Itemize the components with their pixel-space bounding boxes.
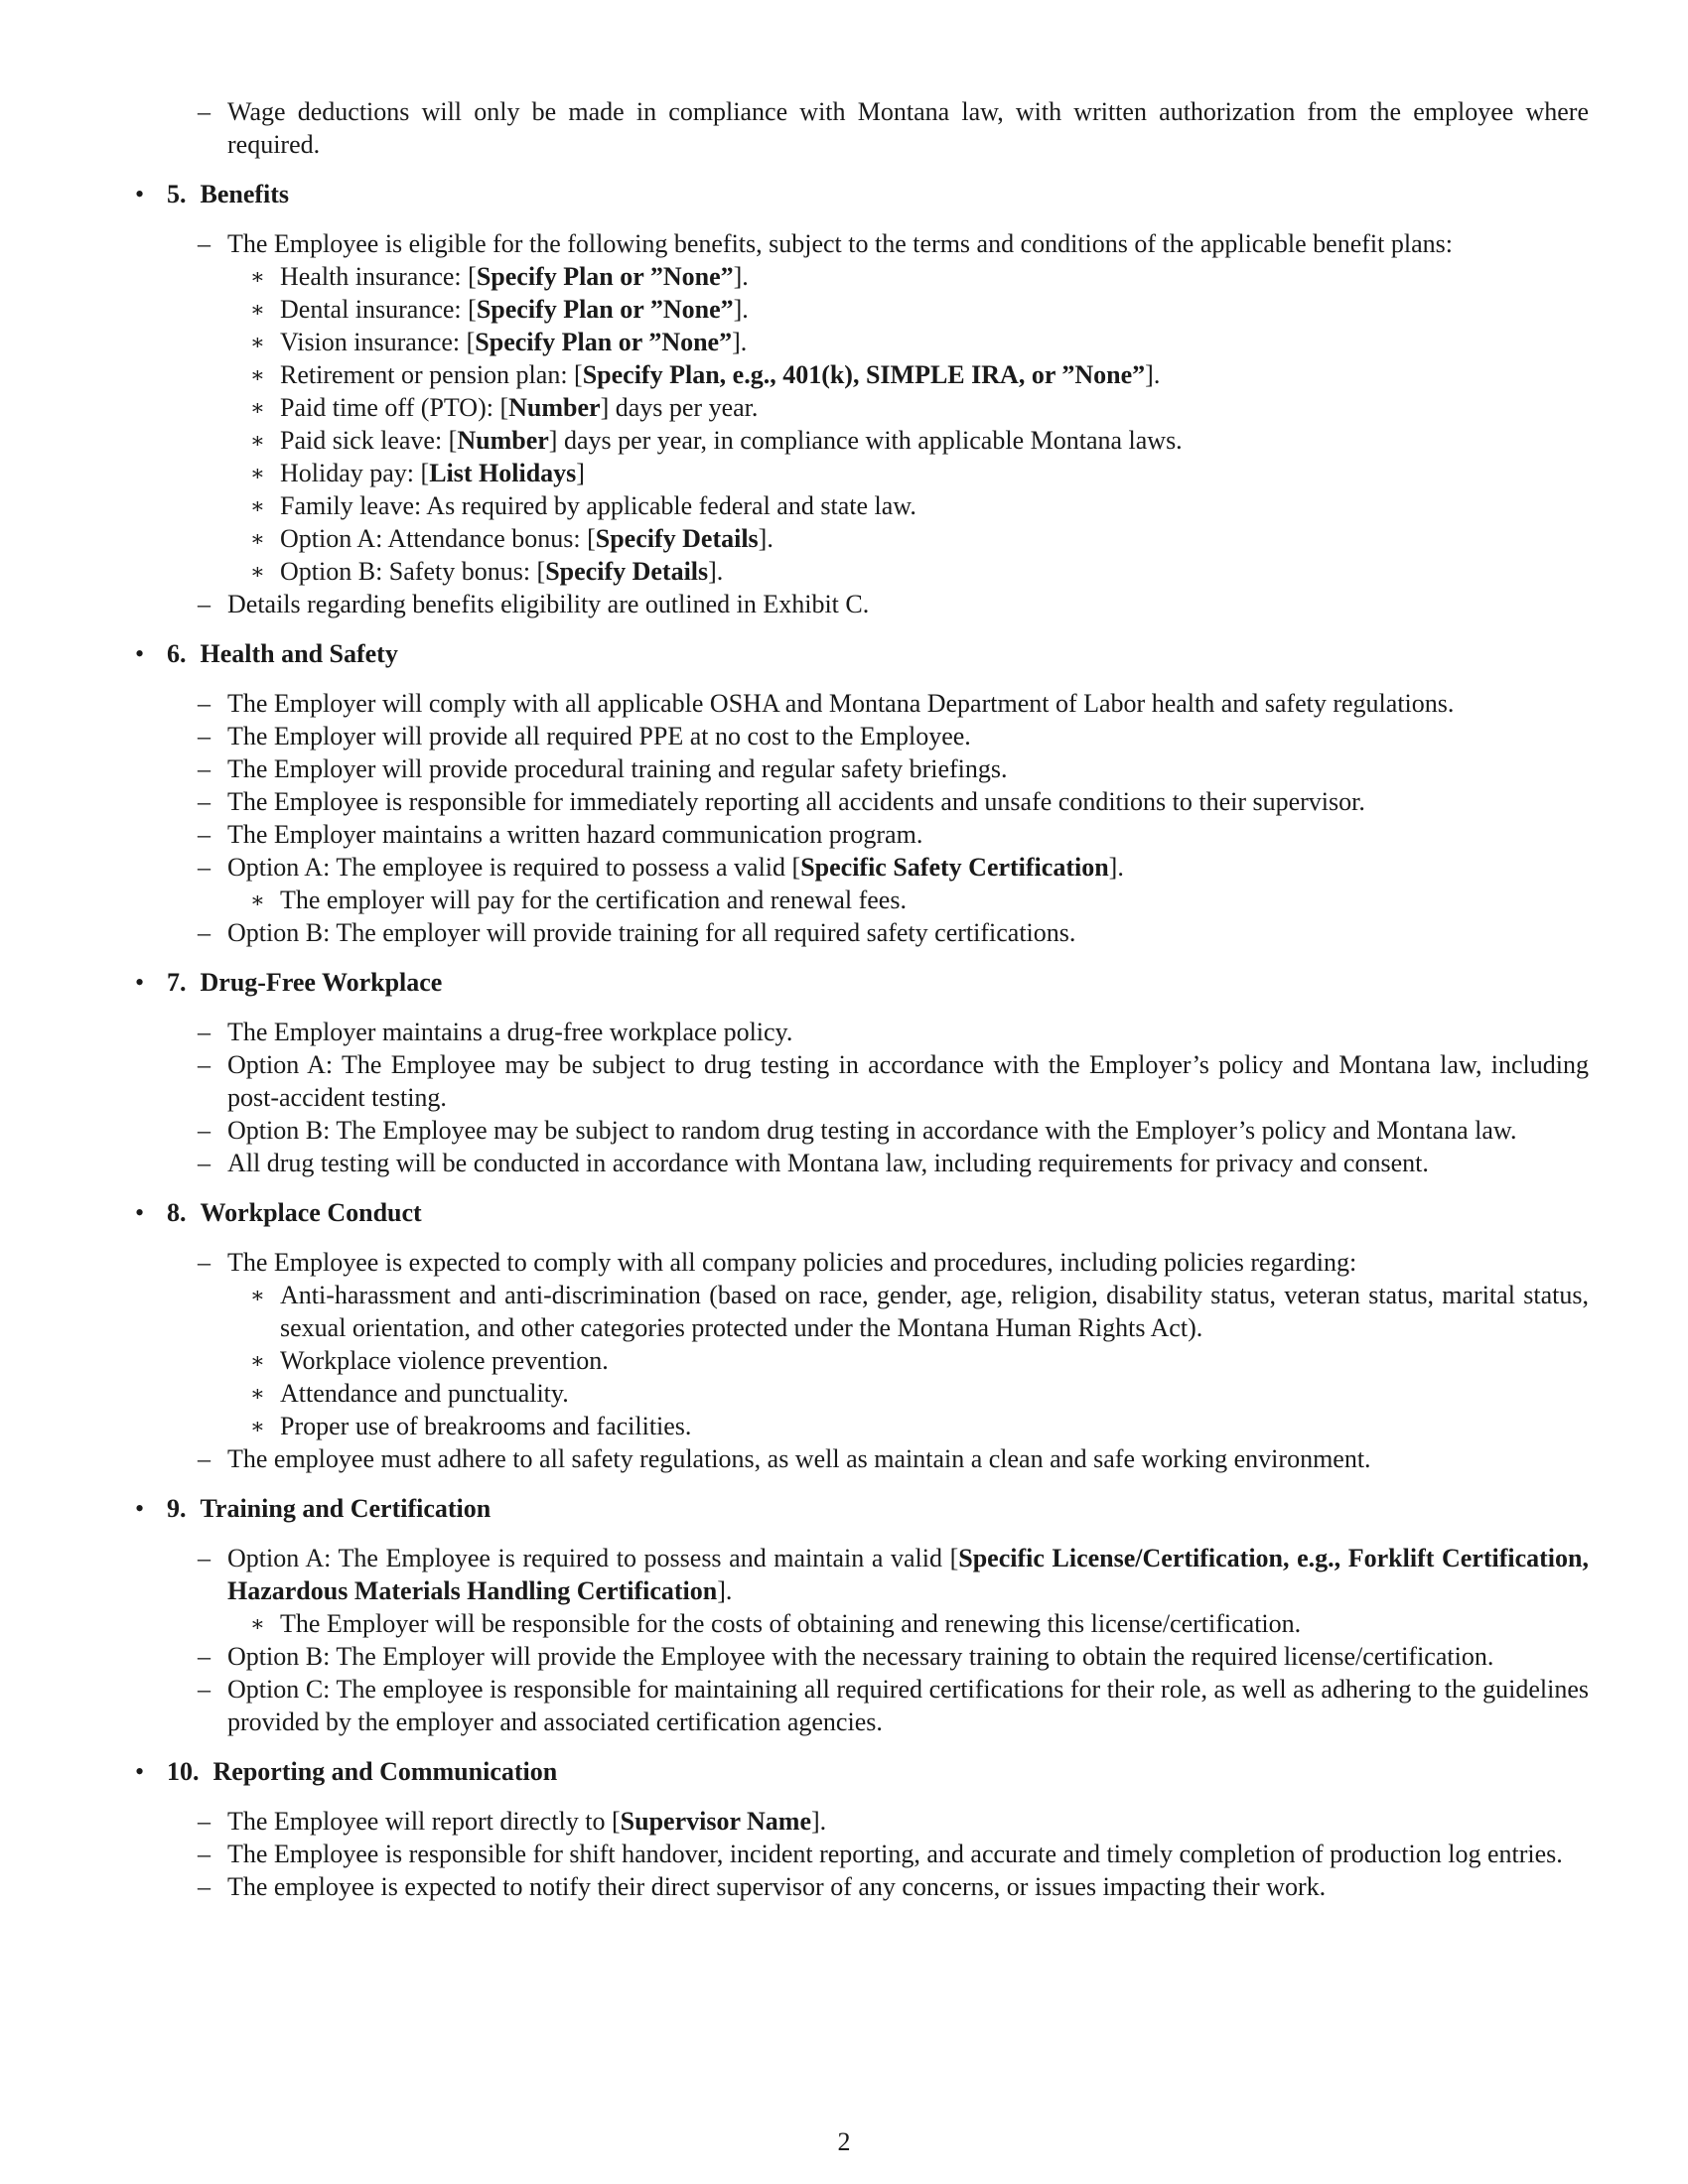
item-text: The Employer will provide procedural training and regular safety briefings. xyxy=(227,754,1008,783)
item-text: Wage deductions will only be made in compliance with Montana law, with written authorization from the employee where required. xyxy=(227,97,1589,159)
health-insurance-item xyxy=(135,260,1589,293)
section-heading-health-and-safety xyxy=(135,637,1589,670)
placeholder-field: List Holidays xyxy=(429,459,577,487)
item-text: ]. xyxy=(717,1576,733,1605)
dash-mark: – xyxy=(198,1018,211,1046)
item-text: The Employee is eligible for the following benefits, subject to the terms and conditions of the applicable benefit plans: xyxy=(227,229,1453,258)
placeholder-field: Specific License/Certification, e.g., Forklift Certification, Hazardous Materials Handling Certification xyxy=(227,1544,1589,1605)
dash-mark: – xyxy=(198,1840,211,1868)
dash-mark: – xyxy=(198,1544,211,1572)
item-text: Holiday pay: [ xyxy=(280,459,430,487)
drug-testing-option-b-item xyxy=(135,1114,1589,1147)
dash-mark: – xyxy=(198,1050,211,1079)
dash-mark: – xyxy=(198,754,211,783)
dash-mark: – xyxy=(198,1872,211,1901)
section-heading-training-and-certification xyxy=(135,1492,1589,1525)
item-text: ]. xyxy=(732,328,748,356)
bullet-mark: • xyxy=(135,1198,145,1227)
placeholder-field: Supervisor Name xyxy=(620,1807,812,1836)
item-text: Health insurance: [ xyxy=(280,262,477,291)
item-text: ] xyxy=(576,459,585,487)
section-heading-reporting-and-communication xyxy=(135,1755,1589,1788)
dash-mark: – xyxy=(198,689,211,718)
section-heading-benefits xyxy=(135,178,1589,210)
star-mark: ∗ xyxy=(250,887,265,912)
star-mark: ∗ xyxy=(250,395,265,420)
notify-supervisor-item xyxy=(135,1870,1589,1903)
dash-mark: – xyxy=(198,820,211,849)
item-text: Proper use of breakrooms and facilities. xyxy=(280,1412,692,1440)
item-text: Retirement or pension plan: [ xyxy=(280,360,583,389)
section-heading-workplace-conduct xyxy=(135,1196,1589,1229)
dash-mark: – xyxy=(198,590,211,618)
safety-training-option-b-item xyxy=(135,916,1589,949)
star-mark: ∗ xyxy=(250,264,265,289)
item-text: Dental insurance: [ xyxy=(280,295,477,324)
dash-mark: – xyxy=(198,918,211,947)
safety-bonus-item xyxy=(135,555,1589,588)
item-text: ] days per year, in compliance with applicable Montana laws. xyxy=(548,426,1183,455)
section-title: Health and Safety xyxy=(200,639,398,668)
license-option-b-item xyxy=(135,1640,1589,1673)
drug-testing-option-a-item xyxy=(135,1048,1589,1114)
section-number: 7. xyxy=(167,968,187,997)
placeholder-field: Specify Plan or ”None” xyxy=(476,295,734,324)
item-text: Option B: The Employer will provide the Employee with the necessary training to obtain the required license/certification. xyxy=(227,1642,1494,1671)
company-policies-item xyxy=(135,1246,1589,1279)
benefits-eligibility-item xyxy=(135,227,1589,260)
section-title: Training and Certification xyxy=(200,1494,492,1523)
dash-mark: – xyxy=(198,1149,211,1177)
item-text: Details regarding benefits eligibility are outlined in Exhibit C. xyxy=(227,590,870,618)
item-text: Option A: The Employee is required to possess and maintain a valid [ xyxy=(227,1544,959,1572)
bullet-mark: • xyxy=(135,968,145,997)
item-text: Option A: The Employee may be subject to drug testing in accordance with the Employer’s policy and Montana law, including post-accident testing. xyxy=(227,1050,1589,1112)
benefits-exhibit-item xyxy=(135,588,1589,620)
bullet-mark: • xyxy=(135,1494,145,1523)
star-mark: ∗ xyxy=(250,428,265,453)
placeholder-field: Specify Details xyxy=(545,557,709,586)
safety-regulations-item xyxy=(135,1442,1589,1475)
dash-mark: – xyxy=(198,1807,211,1836)
item-text: Family leave: As required by applicable federal and state law. xyxy=(280,491,916,520)
item-text: ]. xyxy=(1145,360,1161,389)
item-text: All drug testing will be conducted in accordance with Montana law, including requirements for privacy and consent. xyxy=(227,1149,1429,1177)
item-text: The Employer maintains a written hazard communication program. xyxy=(227,820,923,849)
drug-free-policy-item xyxy=(135,1016,1589,1048)
bullet-mark: • xyxy=(135,1757,145,1786)
item-text: The employer will pay for the certification and renewal fees. xyxy=(280,886,907,914)
sick-leave-item xyxy=(135,424,1589,457)
item-text: The Employer maintains a drug-free workplace policy. xyxy=(227,1018,793,1046)
star-mark: ∗ xyxy=(250,1381,265,1406)
star-mark: ∗ xyxy=(250,362,265,387)
item-text: ]. xyxy=(758,524,774,553)
dash-mark: – xyxy=(198,1444,211,1473)
section-number: 8. xyxy=(167,1198,187,1227)
family-leave-item xyxy=(135,489,1589,522)
anti-harassment-item xyxy=(135,1279,1589,1344)
section-heading-drug-free-workplace xyxy=(135,966,1589,999)
wage-deductions-item xyxy=(135,95,1589,161)
section-number: 9. xyxy=(167,1494,187,1523)
star-mark: ∗ xyxy=(250,559,265,584)
certification-fees-item xyxy=(135,884,1589,916)
item-text: Paid time off (PTO): [ xyxy=(280,393,509,422)
license-option-c-item xyxy=(135,1673,1589,1738)
placeholder-field: Specify Details xyxy=(595,524,759,553)
placeholder-field: Specify Plan, e.g., 401(k), SIMPLE IRA, or ”None” xyxy=(582,360,1146,389)
star-mark: ∗ xyxy=(250,1414,265,1438)
osha-compliance-item xyxy=(135,687,1589,720)
bullet-mark: • xyxy=(135,180,145,208)
item-text: Option A: The employee is required to possess a valid [ xyxy=(227,853,801,882)
placeholder-field: Number xyxy=(508,393,601,422)
item-text: The Employee is responsible for shift handover, incident reporting, and accurate and timely completion of production log entries. xyxy=(227,1840,1563,1868)
item-text: Option B: Safety bonus: [ xyxy=(280,557,546,586)
item-text: Option B: The employer will provide training for all required safety certifications. xyxy=(227,918,1076,947)
item-text: ]. xyxy=(733,262,749,291)
item-text: The Employee will report directly to [ xyxy=(227,1807,621,1836)
holiday-pay-item xyxy=(135,457,1589,489)
item-text: ]. xyxy=(811,1807,827,1836)
dash-mark: – xyxy=(198,853,211,882)
item-text: The Employer will comply with all applicable OSHA and Montana Department of Labor health and safety regulations. xyxy=(227,689,1455,718)
pto-item xyxy=(135,391,1589,424)
attendance-item xyxy=(135,1377,1589,1410)
license-costs-item xyxy=(135,1607,1589,1640)
workplace-violence-item xyxy=(135,1344,1589,1377)
vision-insurance-item xyxy=(135,326,1589,358)
item-text: ]. xyxy=(733,295,749,324)
star-mark: ∗ xyxy=(250,1283,265,1307)
page-number: 2 xyxy=(837,2127,851,2156)
dash-mark: – xyxy=(198,787,211,816)
dash-mark: – xyxy=(198,1116,211,1145)
dash-mark: – xyxy=(198,1675,211,1704)
supervisor-item xyxy=(135,1805,1589,1838)
star-mark: ∗ xyxy=(250,330,265,354)
item-text: The Employee is responsible for immediately reporting all accidents and unsafe conditions to their supervisor. xyxy=(227,787,1365,816)
dash-mark: – xyxy=(198,722,211,751)
license-option-a-item xyxy=(135,1542,1589,1607)
training-briefings-item xyxy=(135,752,1589,785)
item-text: Option B: The Employee may be subject to random drug testing in accordance with the Employer’s policy and Montana law. xyxy=(227,1116,1517,1145)
item-text: Vision insurance: [ xyxy=(280,328,476,356)
star-mark: ∗ xyxy=(250,1348,265,1373)
placeholder-field: Number xyxy=(457,426,549,455)
item-text: The employee is expected to notify their direct supervisor of any concerns, or issues impacting their work. xyxy=(227,1872,1327,1901)
placeholder-field: Specify Plan or ”None” xyxy=(476,262,734,291)
item-text: Anti-harassment and anti-discrimination (based on race, gender, age, religion, disability status, veteran status, marital status, sexual orientation, and other categories protected under the Montana Human Rights Act). xyxy=(280,1281,1589,1342)
dash-mark: – xyxy=(198,97,211,126)
item-text: Option C: The employee is responsible for maintaining all required certifications for their role, as well as adhering to the guidelines provided by the employer and associated certification agencies. xyxy=(227,1675,1589,1736)
section-title: Workplace Conduct xyxy=(200,1198,422,1227)
retirement-plan-item xyxy=(135,358,1589,391)
attendance-bonus-item xyxy=(135,522,1589,555)
item-text: The Employee is expected to comply with all company policies and procedures, including policies regarding: xyxy=(227,1248,1357,1277)
safety-certification-option-a-item xyxy=(135,851,1589,884)
star-mark: ∗ xyxy=(250,297,265,322)
placeholder-field: Specific Safety Certification xyxy=(800,853,1109,882)
item-text: Workplace violence prevention. xyxy=(280,1346,609,1375)
dash-mark: – xyxy=(198,1248,211,1277)
bullet-mark: • xyxy=(135,639,145,668)
item-text: ]. xyxy=(1108,853,1124,882)
star-mark: ∗ xyxy=(250,1611,265,1636)
dash-mark: – xyxy=(198,229,211,258)
hazard-communication-item xyxy=(135,818,1589,851)
breakrooms-item xyxy=(135,1410,1589,1442)
ppe-item xyxy=(135,720,1589,752)
section-number: 6. xyxy=(167,639,187,668)
drug-testing-privacy-item xyxy=(135,1147,1589,1179)
accident-reporting-item xyxy=(135,785,1589,818)
dash-mark: – xyxy=(198,1642,211,1671)
item-text: The Employer will be responsible for the costs of obtaining and renewing this license/certification. xyxy=(280,1609,1302,1638)
item-text: The employee must adhere to all safety regulations, as well as maintain a clean and safe working environment. xyxy=(227,1444,1371,1473)
placeholder-field: Specify Plan or ”None” xyxy=(475,328,733,356)
item-text: ]. xyxy=(708,557,724,586)
star-mark: ∗ xyxy=(250,526,265,551)
item-text: Attendance and punctuality. xyxy=(280,1379,569,1408)
item-text: Option A: Attendance bonus: [ xyxy=(280,524,596,553)
section-number: 10. xyxy=(167,1757,200,1786)
shift-handover-item xyxy=(135,1838,1589,1870)
document-body xyxy=(135,95,1589,1903)
section-title: Drug-Free Workplace xyxy=(200,968,443,997)
section-title: Reporting and Communication xyxy=(212,1757,558,1786)
star-mark: ∗ xyxy=(250,493,265,518)
item-text: ] days per year. xyxy=(600,393,759,422)
item-text: The Employer will provide all required PPE at no cost to the Employee. xyxy=(227,722,971,751)
section-title: Benefits xyxy=(200,180,290,208)
dental-insurance-item xyxy=(135,293,1589,326)
item-text: Paid sick leave: [ xyxy=(280,426,458,455)
star-mark: ∗ xyxy=(250,461,265,485)
section-number: 5. xyxy=(167,180,187,208)
